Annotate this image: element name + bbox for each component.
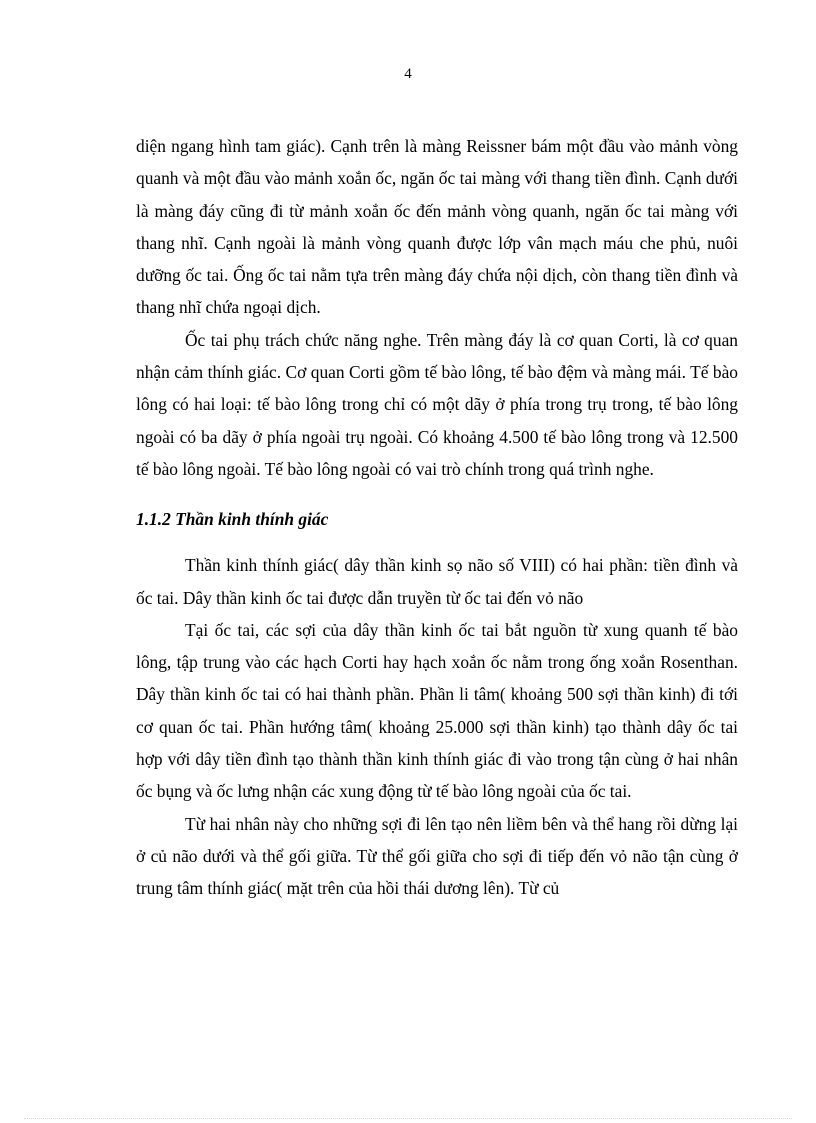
paragraph-organ-of-corti: Ốc tai phụ trách chức năng nghe. Trên màng đáy là cơ quan Corti, là cơ quan nhận cảm thính giác. Cơ quan Corti gồm tế bào lông, tế bào đệm và màng mái. Tế bào lông có hai loại: tế bào lông trong chỉ có một dãy ở phía trong trụ trong, tế bào lông ngoài có ba dãy ở phía ngoài trụ ngoài. Có khoảng 4.500 tế bào lông trong và 12.500 tế bào lông ngoài. Tế bào lông ngoài có vai trò chính trong quá trình nghe. (136, 329, 738, 479)
paragraph-cochlea-structure: diện ngang hình tam giác). Cạnh trên là màng Reissner bám một đầu vào mảnh vòng quanh và một đầu vào mảnh xoắn ốc, ngăn ốc tai màng với thang tiền đình. Cạnh dưới là màng đáy cũng đi từ mảnh xoắn ốc đến mảnh vòng quanh, ngăn ốc tai màng với thang nhĩ. Cạnh ngoài là mảnh vòng quanh được lớp vân mạch máu che phủ, nuôi dưỡng ốc tai. Ống ốc tai nằm tựa trên màng đáy chứa nội dịch, còn thang tiền đình và thang nhĩ chứa ngoại dịch. (136, 136, 738, 318)
paragraph-auditory-pathway: Từ hai nhân này cho những sợi đi lên tạo nên liềm bên và thể hang rồi dừng lại ở củ não dưới và thể gối giữa. Từ thể gối giữa cho sợi đi tiếp đến vỏ não tận cùng ở trung tâm thính giác( mặt trên của hồi thái dương lên). Từ củ (136, 813, 738, 899)
page-number: 4 (404, 66, 412, 82)
paragraph-cochlear-fibers: Tại ốc tai, các sợi của dây thần kinh ốc tai bắt nguồn từ xung quanh tế bào lông, tập trung vào các hạch Corti hay hạch xoắn ốc nằm trong ống xoắn Rosenthan. Dây thần kinh ốc tai có hai thành phần. Phần li tâm( khoảng 500 sợi thần kinh) đi tới cơ quan ốc tai. Phần hướng tâm( khoảng 25.000 sợi thần kinh) tạo thành dây ốc tai hợp với dây tiền đình tạo thành thần kinh thính giác đi vào trong tận cùng ở hai nhân ốc bụng và ốc lưng nhận các xung động từ tế bào lông ngoài của ốc tai. (136, 619, 738, 802)
paragraph-auditory-nerve: Thần kinh thính giác( dây thần kinh sọ não số VIII) có hai phần: tiền đình và ốc tai. Dây thần kinh ốc tai được dẫn truyền từ ốc tai đến vỏ não (136, 555, 738, 608)
page-bottom-divider (24, 1118, 792, 1119)
document-body (136, 130, 738, 905)
section-heading: 1.1.2 Thần kinh thính giác (136, 509, 329, 530)
